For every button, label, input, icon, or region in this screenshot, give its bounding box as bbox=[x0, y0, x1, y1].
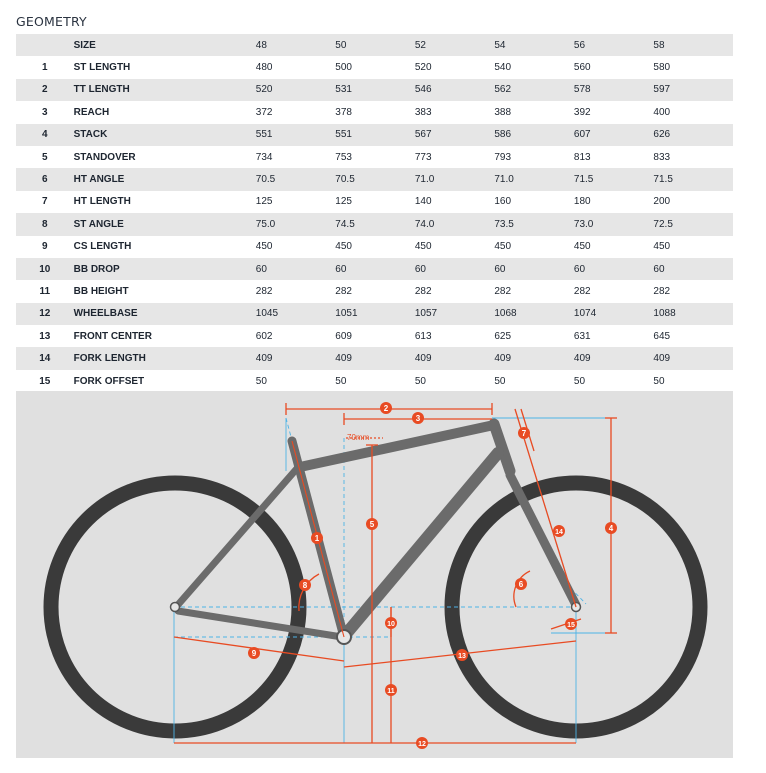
row-value: 409 bbox=[414, 353, 432, 365]
badge-6 bbox=[515, 578, 527, 590]
row-label: FORK OFFSET bbox=[73, 375, 145, 387]
row-value: 200 bbox=[653, 196, 671, 208]
row-value: 60 bbox=[255, 263, 267, 275]
row-value: 625 bbox=[494, 330, 512, 342]
row-value: 609 bbox=[335, 330, 352, 342]
table-row bbox=[16, 325, 733, 347]
badge-8 bbox=[299, 579, 311, 591]
svg-text:6: 6 bbox=[518, 580, 524, 589]
svg-text:5: 5 bbox=[369, 520, 375, 529]
row-label: WHEELBASE bbox=[73, 308, 138, 320]
row-value: 125 bbox=[335, 196, 352, 208]
row-value: 560 bbox=[573, 62, 591, 74]
row-value: 562 bbox=[494, 84, 512, 96]
row-value: 734 bbox=[255, 151, 273, 163]
svg-text:2: 2 bbox=[383, 404, 389, 413]
header-num-cell bbox=[16, 34, 74, 56]
row-value: 1074 bbox=[573, 308, 597, 320]
table-row bbox=[16, 303, 733, 325]
row-value: 50 bbox=[414, 375, 426, 387]
row-value: 551 bbox=[255, 129, 273, 141]
svg-text:11: 11 bbox=[387, 688, 395, 695]
row-value: 282 bbox=[414, 285, 432, 297]
badge-7 bbox=[518, 427, 530, 439]
geometry-table bbox=[16, 34, 733, 392]
row-value: 531 bbox=[335, 84, 352, 96]
row-value: 409 bbox=[255, 353, 273, 365]
row-value: 70.5 bbox=[335, 174, 355, 186]
row-value: 60 bbox=[653, 263, 665, 275]
row-value: 60 bbox=[573, 263, 586, 275]
geometry-title: GEOMETRY bbox=[16, 14, 87, 29]
table-row bbox=[16, 124, 733, 146]
row-value: 73.0 bbox=[573, 218, 594, 230]
row-value: 383 bbox=[414, 106, 432, 118]
badge-13 bbox=[456, 649, 468, 661]
svg-text:9: 9 bbox=[251, 649, 257, 658]
row-value: 50 bbox=[573, 375, 586, 387]
row-value: 607 bbox=[573, 129, 591, 141]
offset-70mm-annotation: 70mm bbox=[347, 433, 370, 442]
row-value: 1045 bbox=[255, 308, 279, 320]
table-row bbox=[16, 146, 733, 168]
row-value: 626 bbox=[653, 129, 671, 141]
row-value: 480 bbox=[255, 62, 273, 74]
row-value: 71.5 bbox=[573, 174, 594, 186]
row-number: 3 bbox=[42, 106, 48, 118]
header-size-cell: 58 bbox=[653, 39, 665, 51]
row-value: 160 bbox=[494, 196, 512, 208]
svg-text:4: 4 bbox=[608, 524, 614, 533]
row-label: TT LENGTH bbox=[73, 84, 130, 96]
row-label: REACH bbox=[73, 106, 110, 118]
row-number: 7 bbox=[42, 196, 48, 208]
table-row bbox=[16, 191, 733, 213]
row-value: 409 bbox=[573, 353, 591, 365]
row-number: 6 bbox=[42, 174, 48, 186]
row-label: STACK bbox=[73, 129, 108, 141]
svg-text:8: 8 bbox=[302, 581, 308, 590]
row-value: 450 bbox=[573, 241, 591, 253]
header-size-cell: 48 bbox=[255, 39, 267, 51]
row-label: BB DROP bbox=[73, 263, 120, 275]
svg-text:12: 12 bbox=[418, 741, 426, 748]
row-value: 282 bbox=[494, 285, 512, 297]
row-value: 74.0 bbox=[414, 218, 435, 230]
bike-diagram-svg bbox=[16, 391, 733, 758]
header-size-label: SIZE bbox=[73, 39, 96, 51]
table-row bbox=[16, 56, 733, 78]
row-number: 10 bbox=[39, 263, 51, 275]
row-value: 400 bbox=[653, 106, 671, 118]
row-value: 409 bbox=[653, 353, 671, 365]
row-value: 392 bbox=[573, 106, 591, 118]
svg-text:10: 10 bbox=[387, 621, 395, 628]
row-value: 372 bbox=[255, 106, 273, 118]
badge-9 bbox=[248, 647, 260, 659]
row-value: 520 bbox=[255, 84, 273, 96]
badge-12 bbox=[416, 737, 428, 749]
row-label: FORK LENGTH bbox=[73, 353, 146, 365]
row-value: 74.5 bbox=[335, 218, 355, 230]
row-value: 613 bbox=[414, 330, 432, 342]
header-size-cell: 54 bbox=[494, 39, 506, 51]
row-value: 1088 bbox=[653, 308, 676, 320]
table-row bbox=[16, 280, 733, 302]
rear-axle bbox=[171, 603, 180, 612]
row-value: 540 bbox=[494, 62, 512, 74]
row-value: 140 bbox=[414, 196, 432, 208]
row-label: HT ANGLE bbox=[73, 174, 125, 186]
row-value: 409 bbox=[335, 353, 352, 365]
table-row bbox=[16, 213, 733, 235]
row-value: 378 bbox=[335, 106, 352, 118]
row-value: 60 bbox=[494, 263, 506, 275]
row-value: 50 bbox=[653, 375, 665, 387]
row-value: 597 bbox=[653, 84, 671, 96]
row-value: 73.5 bbox=[494, 218, 514, 230]
badge-4 bbox=[605, 522, 617, 534]
row-value: 520 bbox=[414, 62, 432, 74]
table-row bbox=[16, 79, 733, 101]
row-value: 753 bbox=[335, 151, 352, 163]
row-number: 9 bbox=[42, 241, 48, 253]
row-value: 450 bbox=[653, 241, 671, 253]
row-value: 60 bbox=[335, 263, 347, 275]
bike-frame bbox=[176, 424, 576, 637]
row-number: 15 bbox=[39, 375, 51, 387]
row-value: 70.5 bbox=[255, 174, 276, 186]
row-value: 1057 bbox=[414, 308, 438, 320]
row-label: ST LENGTH bbox=[73, 62, 131, 74]
row-value: 793 bbox=[494, 151, 512, 163]
row-value: 282 bbox=[653, 285, 671, 297]
badge-3 bbox=[412, 412, 424, 424]
badge-11 bbox=[385, 684, 397, 696]
svg-text:1: 1 bbox=[314, 534, 320, 543]
row-number: 5 bbox=[42, 151, 48, 163]
badge-1 bbox=[311, 532, 323, 544]
badge-2 bbox=[380, 402, 392, 414]
table-row bbox=[16, 347, 733, 369]
row-value: 50 bbox=[494, 375, 506, 387]
svg-text:13: 13 bbox=[458, 653, 466, 660]
row-number: 12 bbox=[39, 308, 51, 320]
row-value: 551 bbox=[335, 129, 352, 141]
row-value: 180 bbox=[573, 196, 591, 208]
header-size-cell: 50 bbox=[335, 39, 347, 51]
row-value: 567 bbox=[414, 129, 432, 141]
row-label: STANDOVER bbox=[73, 151, 136, 163]
row-value: 546 bbox=[414, 84, 432, 96]
header-size-cell: 56 bbox=[573, 39, 586, 51]
table-row bbox=[16, 236, 733, 258]
row-value: 282 bbox=[255, 285, 273, 297]
row-label: CS LENGTH bbox=[73, 241, 132, 253]
header-size-cell: 52 bbox=[414, 39, 426, 51]
row-value: 125 bbox=[255, 196, 273, 208]
row-value: 1068 bbox=[494, 308, 517, 320]
row-label: BB HEIGHT bbox=[73, 285, 129, 297]
row-value: 60 bbox=[414, 263, 426, 275]
table-header-row bbox=[16, 34, 733, 56]
row-value: 645 bbox=[653, 330, 671, 342]
row-number: 11 bbox=[39, 285, 51, 297]
svg-text:3: 3 bbox=[415, 414, 421, 423]
row-value: 50 bbox=[255, 375, 267, 387]
row-value: 409 bbox=[494, 353, 512, 365]
row-number: 8 bbox=[42, 218, 48, 230]
row-value: 631 bbox=[573, 330, 591, 342]
row-value: 450 bbox=[414, 241, 432, 253]
row-value: 833 bbox=[653, 151, 671, 163]
row-value: 602 bbox=[255, 330, 273, 342]
row-value: 282 bbox=[335, 285, 352, 297]
row-number: 14 bbox=[39, 353, 51, 365]
table-row bbox=[16, 101, 733, 123]
badge-5 bbox=[366, 518, 378, 530]
row-value: 586 bbox=[494, 129, 512, 141]
row-label: ST ANGLE bbox=[73, 218, 124, 230]
row-value: 72.5 bbox=[653, 218, 673, 230]
row-value: 388 bbox=[494, 106, 512, 118]
row-value: 75.0 bbox=[255, 218, 276, 230]
badge-15 bbox=[565, 618, 577, 630]
row-value: 450 bbox=[494, 241, 512, 253]
badge-14 bbox=[553, 525, 565, 537]
row-value: 773 bbox=[414, 151, 432, 163]
bike-geometry-diagram bbox=[16, 391, 733, 758]
row-number: 2 bbox=[42, 84, 48, 96]
svg-text:14: 14 bbox=[555, 529, 563, 536]
row-label: FRONT CENTER bbox=[73, 330, 152, 342]
table-row bbox=[16, 258, 733, 280]
row-number: 13 bbox=[39, 330, 51, 342]
row-value: 450 bbox=[335, 241, 352, 253]
row-label: HT LENGTH bbox=[73, 196, 131, 208]
row-number: 1 bbox=[42, 62, 48, 74]
svg-text:15: 15 bbox=[567, 622, 575, 629]
row-value: 1051 bbox=[335, 308, 358, 320]
row-value: 813 bbox=[573, 151, 591, 163]
row-value: 500 bbox=[335, 62, 352, 74]
row-value: 71.5 bbox=[653, 174, 673, 186]
row-value: 282 bbox=[573, 285, 591, 297]
table-row bbox=[16, 370, 733, 392]
row-value: 71.0 bbox=[414, 174, 435, 186]
row-value: 450 bbox=[255, 241, 273, 253]
row-value: 578 bbox=[573, 84, 591, 96]
row-value: 50 bbox=[335, 375, 347, 387]
svg-text:7: 7 bbox=[521, 429, 527, 438]
badge-10 bbox=[385, 617, 397, 629]
row-number: 4 bbox=[42, 129, 48, 141]
table-row bbox=[16, 168, 733, 190]
row-value: 580 bbox=[653, 62, 671, 74]
row-value: 71.0 bbox=[494, 174, 514, 186]
